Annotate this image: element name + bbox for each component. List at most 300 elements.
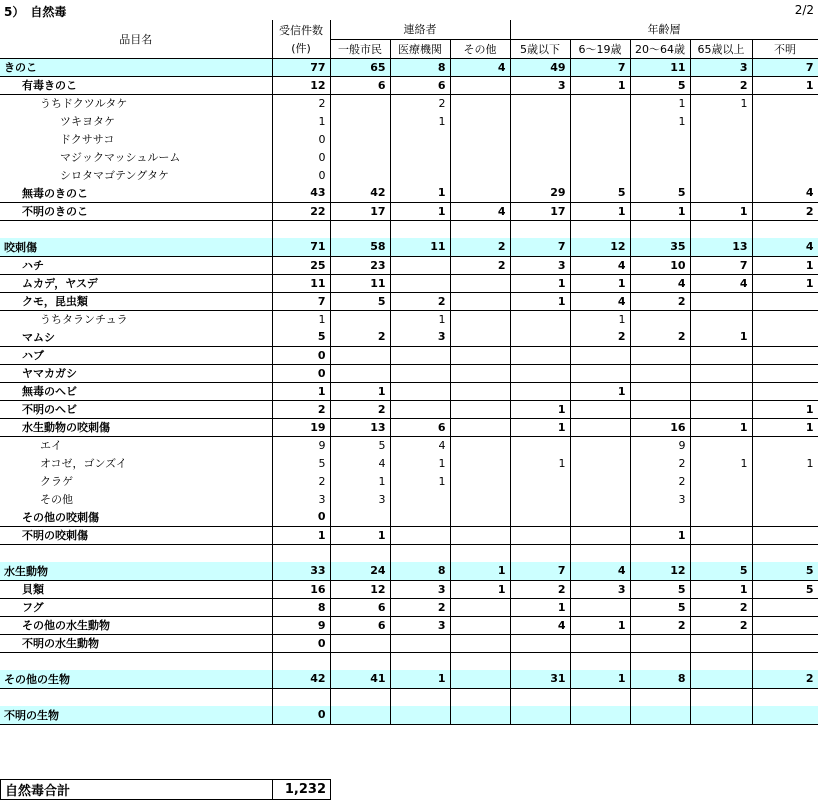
- age-20-64-cell: 16: [630, 418, 690, 436]
- received-cell: 9: [272, 616, 330, 634]
- contact-public-cell: 5: [330, 436, 390, 454]
- age-65plus-cell: 3: [690, 58, 752, 76]
- table-row: [0, 400, 818, 418]
- row-label: マムシ: [0, 328, 272, 346]
- contact-medical-cell: [390, 166, 450, 184]
- contact-medical-cell: [390, 634, 450, 652]
- contact-public-cell: 13: [330, 418, 390, 436]
- table-row: [0, 184, 818, 202]
- received-cell: 0: [272, 634, 330, 652]
- age-6-19-cell: [570, 634, 630, 652]
- age-20-64-cell: 1: [630, 94, 690, 112]
- age-unknown-cell: [752, 364, 818, 382]
- age-6-19-cell: 1: [570, 616, 630, 634]
- age-unknown-cell: [752, 166, 818, 184]
- received-cell: 22: [272, 202, 330, 220]
- table-row: [0, 616, 818, 634]
- contact-medical-cell: [390, 490, 450, 508]
- contact-public-cell: [330, 112, 390, 130]
- received-cell: 12: [272, 76, 330, 94]
- row-label: エイ: [40, 439, 62, 453]
- received-cell: 19: [272, 418, 330, 436]
- age-65plus-cell: 1: [690, 94, 752, 112]
- contact-medical-cell: [390, 220, 450, 238]
- row-label: ツキヨタケ: [60, 115, 115, 128]
- row-label: [0, 652, 272, 670]
- received-cell: 11: [272, 274, 330, 292]
- age-unknown-cell: [752, 544, 818, 562]
- age-65plus-cell: [690, 310, 752, 328]
- age-65plus-cell: 1: [690, 418, 752, 436]
- contact-medical-cell: 6: [390, 418, 450, 436]
- contact-other-cell: [450, 130, 510, 148]
- row-label: 水生動物の咬刺傷: [0, 418, 272, 436]
- contact-other-cell: [450, 670, 510, 688]
- age-20-64-cell: 1: [630, 202, 690, 220]
- contact-other-cell: [450, 166, 510, 184]
- contact-public-cell: 2: [330, 328, 390, 346]
- received-cell: 3: [272, 490, 330, 508]
- age-unknown-cell: [752, 490, 818, 508]
- age-under5-cell: 49: [510, 58, 570, 76]
- row-label: ドクササコ: [60, 133, 115, 146]
- table-row: [0, 328, 818, 346]
- age-20-64-cell: [630, 382, 690, 400]
- age-20-64-cell: 5: [630, 598, 690, 616]
- age-65plus-cell: [690, 436, 752, 454]
- age-under5-cell: [510, 526, 570, 544]
- contact-other-cell: [450, 274, 510, 292]
- age-20-64-cell: 9: [630, 436, 690, 454]
- contact-other-cell: 1: [450, 562, 510, 580]
- contact-public-cell: 24: [330, 562, 390, 580]
- contact-medical-cell: [390, 382, 450, 400]
- age-6-19-cell: [570, 364, 630, 382]
- age-65plus-cell: [690, 292, 752, 310]
- age-65plus-cell: [690, 544, 752, 562]
- contact-other-cell: [450, 184, 510, 202]
- received-cell: 7: [272, 292, 330, 310]
- contact-other-cell: 2: [450, 238, 510, 256]
- contact-medical-cell: [390, 526, 450, 544]
- age-6-19-cell: 5: [570, 184, 630, 202]
- age-65plus-cell: [690, 184, 752, 202]
- contact-medical-cell: [390, 706, 450, 724]
- total-label: 自然毒合計: [1, 780, 273, 800]
- age-65plus-cell: 7: [690, 256, 752, 274]
- table-row: [0, 292, 818, 310]
- age-65plus-cell: [690, 634, 752, 652]
- contact-public-cell: [330, 652, 390, 670]
- age-under5-cell: [510, 652, 570, 670]
- age-under5-cell: 1: [510, 292, 570, 310]
- contact-other-cell: [450, 706, 510, 724]
- received-cell: [272, 652, 330, 670]
- row-label: うちタランチュラ: [40, 313, 128, 327]
- age-6-19-cell: 7: [570, 58, 630, 76]
- age-6-19-cell: [570, 94, 630, 112]
- age-20-64-cell: [630, 634, 690, 652]
- contact-other-cell: [450, 544, 510, 562]
- table-row: [0, 94, 818, 112]
- contact-other-cell: [450, 220, 510, 238]
- age-unknown-cell: [752, 310, 818, 328]
- age-20-64-cell: [630, 346, 690, 364]
- row-label: 不明のきのこ: [0, 202, 272, 220]
- age-unknown-cell: [752, 436, 818, 454]
- contact-other-cell: [450, 490, 510, 508]
- age-20-64-cell: [630, 130, 690, 148]
- table-row: [0, 112, 818, 130]
- age-under5-cell: 1: [510, 400, 570, 418]
- age-65plus-cell: 1: [690, 202, 752, 220]
- contact-public-cell: 4: [330, 454, 390, 472]
- contact-public-cell: [330, 544, 390, 562]
- table-body: [0, 58, 818, 724]
- age-20-64-cell: 10: [630, 256, 690, 274]
- age-65plus-cell: 1: [690, 580, 752, 598]
- age-under5-cell: [510, 328, 570, 346]
- age-65plus-cell: 4: [690, 274, 752, 292]
- age-under5-cell: 1: [510, 274, 570, 292]
- contact-other-cell: [450, 454, 510, 472]
- contact-medical-cell: [390, 508, 450, 526]
- received-cell: 0: [272, 706, 330, 724]
- received-cell: 0: [272, 508, 330, 526]
- contact-medical-cell: [390, 274, 450, 292]
- contact-public-cell: [330, 220, 390, 238]
- age-65plus-cell: [690, 220, 752, 238]
- age-unknown-cell: [752, 508, 818, 526]
- age-unknown-cell: 2: [752, 670, 818, 688]
- row-label: [0, 544, 272, 562]
- total-value: 1,232: [273, 780, 331, 800]
- contact-medical-cell: 1: [390, 184, 450, 202]
- age-20-64-cell: 2: [630, 472, 690, 490]
- age-6-19-cell: [570, 148, 630, 166]
- age-65plus-cell: [690, 346, 752, 364]
- contact-other-cell: [450, 526, 510, 544]
- row-label: その他: [40, 493, 73, 506]
- age-65plus-cell: [690, 166, 752, 184]
- age-6-19-cell: 12: [570, 238, 630, 256]
- age-20-64-cell: [630, 148, 690, 166]
- contact-medical-cell: 2: [390, 598, 450, 616]
- section-title: 5） 自然毒: [4, 5, 67, 19]
- age-unknown-cell: 7: [752, 58, 818, 76]
- age-unknown-cell: [752, 130, 818, 148]
- age-6-19-header: 6～19歳: [570, 39, 630, 58]
- age-6-19-cell: 1: [570, 382, 630, 400]
- age-20-64-cell: 8: [630, 670, 690, 688]
- age-under5-cell: 1: [510, 454, 570, 472]
- contact-medical-cell: 4: [390, 436, 450, 454]
- table-row: [0, 526, 818, 544]
- contact-other-header: その他: [450, 39, 510, 58]
- age-6-19-cell: [570, 418, 630, 436]
- contact-other-cell: 2: [450, 256, 510, 274]
- age-under5-cell: [510, 472, 570, 490]
- contact-other-cell: [450, 94, 510, 112]
- age-under5-header: 5歳以下: [510, 39, 570, 58]
- age-under5-cell: 29: [510, 184, 570, 202]
- contact-medical-cell: 2: [390, 292, 450, 310]
- contact-public-cell: 5: [330, 292, 390, 310]
- age-65plus-cell: [690, 364, 752, 382]
- age-6-19-cell: 4: [570, 292, 630, 310]
- age-65plus-cell: [690, 472, 752, 490]
- age-unknown-cell: 4: [752, 238, 818, 256]
- contact-medical-cell: [390, 544, 450, 562]
- age-20-64-cell: 1: [630, 112, 690, 130]
- received-cell: [272, 688, 330, 706]
- table-row: [0, 418, 818, 436]
- age-6-19-cell: [570, 598, 630, 616]
- age-6-19-cell: 4: [570, 562, 630, 580]
- contact-medical-cell: 6: [390, 76, 450, 94]
- contact-public-cell: 1: [330, 526, 390, 544]
- received-cell: 16: [272, 580, 330, 598]
- received-cell: 0: [272, 148, 330, 166]
- item-name-header: 品目名: [0, 20, 272, 58]
- age-6-19-cell: 1: [570, 274, 630, 292]
- row-label: クラゲ: [40, 475, 73, 488]
- contact-medical-cell: [390, 256, 450, 274]
- age-65plus-cell: [690, 706, 752, 724]
- contact-medical-cell: 1: [390, 472, 450, 490]
- age-6-19-cell: [570, 454, 630, 472]
- age-under5-cell: 1: [510, 598, 570, 616]
- age-65plus-cell: 13: [690, 238, 752, 256]
- age-6-19-cell: [570, 346, 630, 364]
- contact-public-cell: 3: [330, 490, 390, 508]
- received-cell: 8: [272, 598, 330, 616]
- age-65plus-cell: [690, 508, 752, 526]
- contact-public-cell: 12: [330, 580, 390, 598]
- age-65plus-cell: [690, 490, 752, 508]
- row-label: 咬刺傷: [0, 238, 272, 256]
- table-row: [0, 256, 818, 274]
- age-20-64-cell: 1: [630, 526, 690, 544]
- age-unknown-cell: 5: [752, 562, 818, 580]
- header-row-1: [0, 20, 818, 39]
- age-unknown-cell: [752, 346, 818, 364]
- age-under5-cell: [510, 544, 570, 562]
- received-cell: 1: [272, 526, 330, 544]
- age-20-64-cell: 11: [630, 58, 690, 76]
- contact-public-cell: 42: [330, 184, 390, 202]
- row-label: その他の生物: [0, 670, 272, 688]
- contact-public-cell: [330, 508, 390, 526]
- age-under5-cell: [510, 688, 570, 706]
- contact-public-cell: 17: [330, 202, 390, 220]
- age-6-19-cell: [570, 688, 630, 706]
- contact-other-cell: [450, 418, 510, 436]
- contact-other-cell: [450, 292, 510, 310]
- age-20-64-cell: [630, 706, 690, 724]
- contact-other-cell: [450, 382, 510, 400]
- contact-public-cell: 6: [330, 76, 390, 94]
- age-under5-cell: [510, 490, 570, 508]
- age-under5-cell: [510, 364, 570, 382]
- contact-medical-cell: 11: [390, 238, 450, 256]
- age-unknown-cell: [752, 382, 818, 400]
- age-6-19-cell: 3: [570, 580, 630, 598]
- contact-medical-cell: 1: [390, 454, 450, 472]
- contact-medical-cell: [390, 652, 450, 670]
- contact-public-cell: [330, 310, 390, 328]
- age-unknown-cell: [752, 112, 818, 130]
- received-cell: 33: [272, 562, 330, 580]
- contact-public-cell: [330, 94, 390, 112]
- row-label: [0, 220, 272, 238]
- contact-public-cell: 41: [330, 670, 390, 688]
- contact-medical-cell: 2: [390, 94, 450, 112]
- contact-group-header: 連絡者: [330, 20, 510, 39]
- age-unknown-cell: 1: [752, 274, 818, 292]
- received-cell: 0: [272, 364, 330, 382]
- age-under5-cell: [510, 148, 570, 166]
- age-20-64-cell: [630, 688, 690, 706]
- age-20-64-cell: [630, 400, 690, 418]
- contact-other-cell: [450, 634, 510, 652]
- table-row: [0, 454, 818, 472]
- contact-public-cell: 6: [330, 598, 390, 616]
- contact-public-cell: 6: [330, 616, 390, 634]
- received-unit-header: (件): [272, 39, 330, 58]
- age-6-19-cell: [570, 526, 630, 544]
- contact-medical-cell: 1: [390, 202, 450, 220]
- contact-medical-cell: 3: [390, 328, 450, 346]
- contact-public-cell: 11: [330, 274, 390, 292]
- row-label: うちドクツルタケ: [40, 97, 128, 111]
- total-box: [0, 779, 331, 800]
- contact-public-cell: [330, 688, 390, 706]
- age-65plus-cell: 1: [690, 454, 752, 472]
- contact-public-cell: [330, 130, 390, 148]
- age-under5-cell: 17: [510, 202, 570, 220]
- table-row: [0, 310, 818, 328]
- row-label: 不明の水生動物: [0, 634, 272, 652]
- row-label: [0, 688, 272, 706]
- age-6-19-cell: [570, 436, 630, 454]
- contact-public-cell: [330, 634, 390, 652]
- contact-other-cell: 4: [450, 58, 510, 76]
- age-6-19-cell: [570, 400, 630, 418]
- received-cell: 25: [272, 256, 330, 274]
- contact-public-cell: [330, 148, 390, 166]
- age-65plus-cell: 2: [690, 76, 752, 94]
- age-6-19-cell: [570, 130, 630, 148]
- table-row: [0, 580, 818, 598]
- contact-other-cell: [450, 436, 510, 454]
- age-under5-cell: [510, 310, 570, 328]
- table-row: [0, 364, 818, 382]
- received-cell: [272, 544, 330, 562]
- age-65plus-cell: [690, 130, 752, 148]
- received-cell: 43: [272, 184, 330, 202]
- age-65plus-cell: [690, 670, 752, 688]
- age-65plus-cell: [690, 112, 752, 130]
- received-cell: 71: [272, 238, 330, 256]
- age-20-64-cell: 5: [630, 580, 690, 598]
- row-label: きのこ: [0, 58, 272, 76]
- age-20-64-cell: 2: [630, 292, 690, 310]
- contact-public-cell: 23: [330, 256, 390, 274]
- age-unknown-cell: [752, 220, 818, 238]
- age-20-64-cell: [630, 364, 690, 382]
- contact-public-cell: 1: [330, 472, 390, 490]
- contact-public-cell: [330, 364, 390, 382]
- contact-public-cell: 2: [330, 400, 390, 418]
- received-cell: 42: [272, 670, 330, 688]
- age-unknown-cell: 1: [752, 76, 818, 94]
- table-row: [0, 490, 818, 508]
- age-65plus-cell: [690, 382, 752, 400]
- age-65plus-cell: 5: [690, 562, 752, 580]
- table-row: [0, 76, 818, 94]
- age-6-19-cell: [570, 544, 630, 562]
- age-20-64-cell: [630, 544, 690, 562]
- age-6-19-cell: 1: [570, 310, 630, 328]
- received-cell: 5: [272, 328, 330, 346]
- age-20-64-cell: 35: [630, 238, 690, 256]
- row-label: クモ，昆虫類: [0, 292, 272, 310]
- age-under5-cell: 31: [510, 670, 570, 688]
- age-6-19-cell: [570, 508, 630, 526]
- age-unknown-cell: 5: [752, 580, 818, 598]
- row-label: その他の水生動物: [0, 616, 272, 634]
- age-6-19-cell: [570, 472, 630, 490]
- contact-public-cell: 1: [330, 382, 390, 400]
- received-cell: 77: [272, 58, 330, 76]
- contact-medical-cell: 1: [390, 310, 450, 328]
- contact-other-cell: [450, 346, 510, 364]
- received-cell: 0: [272, 130, 330, 148]
- age-65plus-cell: [690, 652, 752, 670]
- age-6-19-cell: [570, 706, 630, 724]
- age-under5-cell: [510, 166, 570, 184]
- contact-other-cell: [450, 310, 510, 328]
- age-under5-cell: [510, 382, 570, 400]
- contact-medical-header: 医療機関: [390, 39, 450, 58]
- contact-other-cell: [450, 364, 510, 382]
- row-label: オコゼ，ゴンズイ: [40, 457, 127, 470]
- age-unknown-cell: 1: [752, 400, 818, 418]
- contact-medical-cell: [390, 400, 450, 418]
- age-20-64-cell: 5: [630, 76, 690, 94]
- age-6-19-cell: 4: [570, 256, 630, 274]
- spacer-row: [0, 688, 818, 706]
- table-row: [0, 238, 818, 256]
- contact-other-cell: [450, 652, 510, 670]
- section-header: [0, 0, 818, 20]
- received-count-header: 受信件数: [272, 20, 330, 39]
- page-number: 2/2: [794, 3, 814, 17]
- age-20-64-header: 20～64歳: [630, 39, 690, 58]
- row-label: 水生動物: [0, 562, 272, 580]
- row-label: マジックマッシュルーム: [60, 151, 181, 164]
- row-label: 不明の咬刺傷: [0, 526, 272, 544]
- contact-other-cell: [450, 76, 510, 94]
- contact-other-cell: [450, 112, 510, 130]
- contact-other-cell: [450, 148, 510, 166]
- age-group-header: 年齢層: [510, 20, 818, 39]
- contact-other-cell: 4: [450, 202, 510, 220]
- contact-medical-cell: 1: [390, 670, 450, 688]
- age-65plus-cell: [690, 688, 752, 706]
- received-cell: 1: [272, 382, 330, 400]
